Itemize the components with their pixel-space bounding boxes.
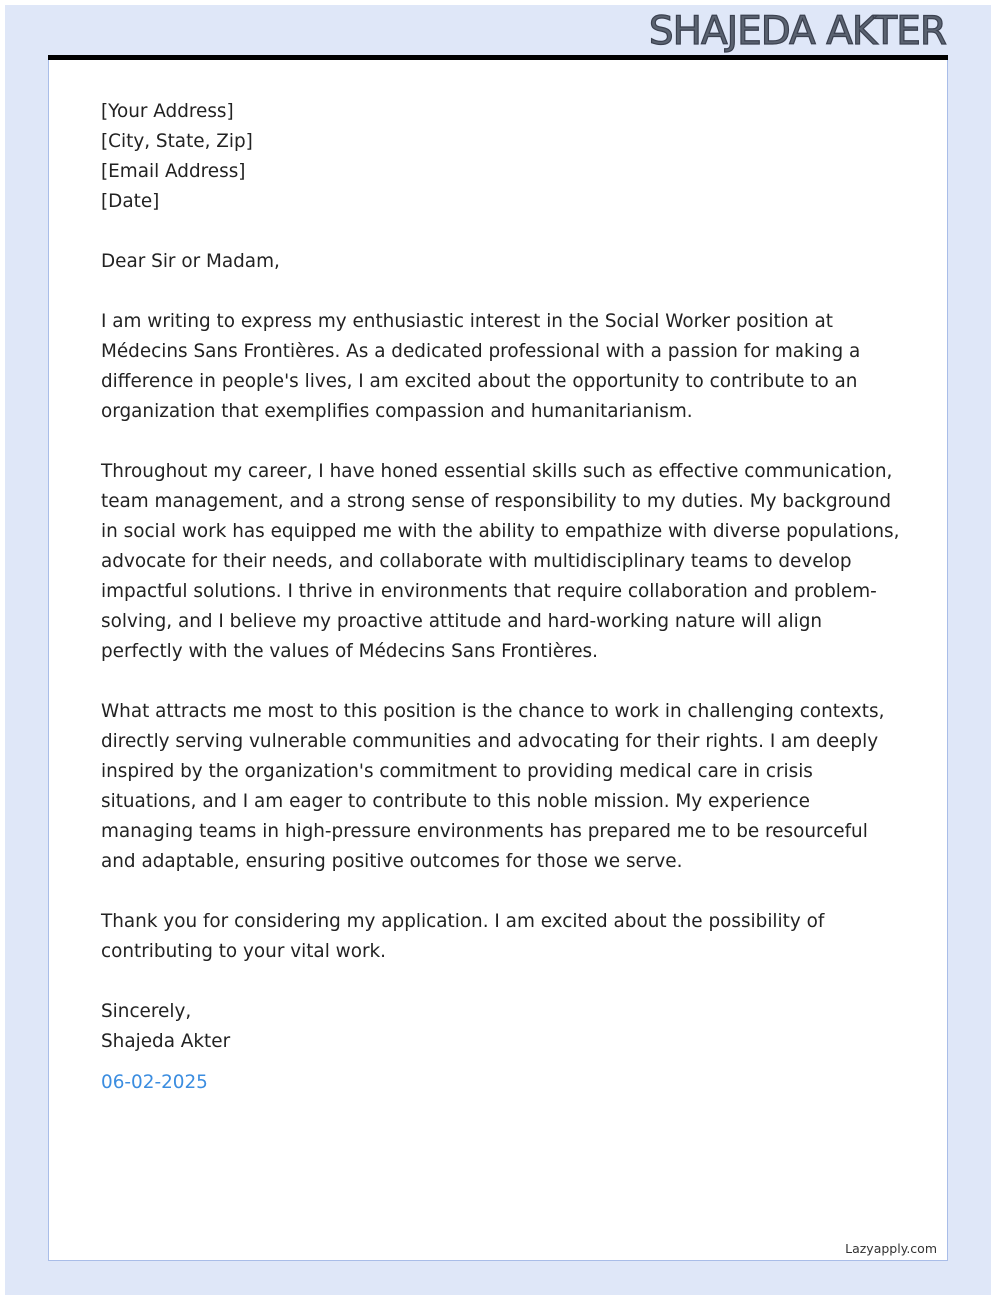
closing-block (101, 997, 901, 1057)
letter-body (101, 97, 901, 1087)
body-paragraph: I am writing to express my enthusiastic interest in the Social Worker position at Médecins Sans Frontières. As a dedicated professional with a passion for making a difference in people's lives, I am excited about the opportunity to contribute to an organization that exemplifies compassion and humanitarianism. (101, 311, 861, 422)
address-line: [City, State, Zip] (101, 131, 253, 152)
address-block (101, 97, 901, 217)
address-line: [Date] (101, 191, 160, 212)
salutation: Dear Sir or Madam, (101, 251, 280, 272)
body-paragraph: Throughout my career, I have honed essential skills such as effective communication, team management, and a strong sense of responsibility to my duties. My background in social work has equipped me with the ability to empathize with diverse populations, advocate for their needs, and collaborate with multidisciplinary teams to develop impactful solutions. I thrive in environments that require collaboration and problem-solving, and I believe my proactive attitude and hard-working nature will align perfectly with the values of Médecins Sans Frontières. (101, 461, 900, 662)
address-line: [Your Address] (101, 101, 234, 122)
valediction: Sincerely, (101, 1001, 192, 1022)
body-paragraph: Thank you for considering my application. I am excited about the possibility of contributing to your vital work. (101, 911, 825, 962)
watermark: Lazyapply.com (845, 1241, 937, 1256)
date-stamp: 06-02-2025 (101, 1072, 208, 1093)
letter-page (48, 60, 948, 1261)
signature-name: Shajeda Akter (101, 1031, 231, 1052)
header-name: SHAJEDA AKTER (648, 9, 946, 54)
body-paragraph: What attracts me most to this position is the chance to work in challenging contexts, directly serving vulnerable communities and advocating for their rights. I am deeply inspired by the organization's commitment to providing medical care in crisis situations, and I am eager to contribute to this noble mission. My experience managing teams in high-pressure environments has prepared me to be resourceful and adaptable, ensuring positive outcomes for those we serve. (101, 701, 885, 872)
address-line: [Email Address] (101, 161, 246, 182)
